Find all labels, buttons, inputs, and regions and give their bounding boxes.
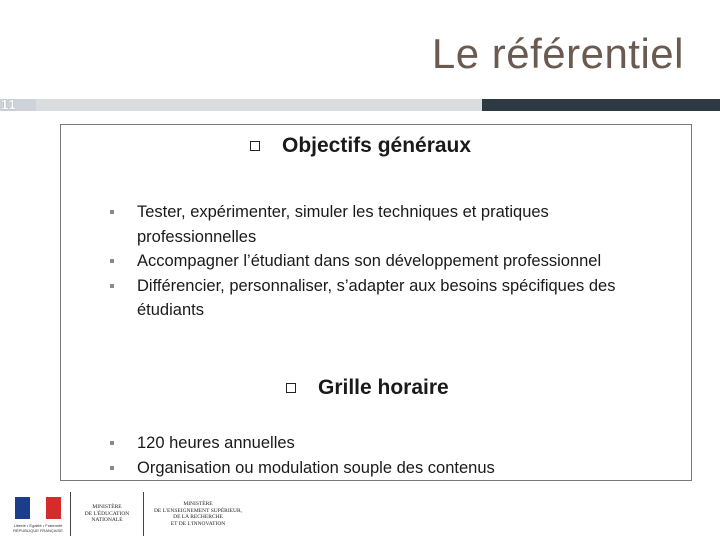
- ministry-education-text: MINISTÈRE DE L'ÉDUCATION NATIONALE: [84, 504, 130, 524]
- tricolor-flag-icon: [15, 497, 61, 519]
- header-bar: [0, 99, 720, 111]
- republique-francaise-logo: [6, 492, 71, 536]
- bullet-list-objectifs: [110, 200, 670, 323]
- flag-blue-band: [15, 497, 30, 519]
- list-item-text: Tester, expérimenter, simuler les techniques et pratiques professionnelles: [137, 203, 549, 246]
- square-bullet-icon: [286, 383, 296, 393]
- square-bullet-icon: [250, 141, 260, 151]
- marianne-icon: [12, 495, 64, 533]
- bullet-icon: [110, 210, 114, 214]
- list-item: [110, 431, 670, 456]
- flag-white-band: [30, 497, 45, 519]
- section-heading-text: Objectifs généraux: [282, 134, 472, 157]
- section-heading-objectifs: [250, 134, 471, 158]
- list-item-text: Accompagner l’étudiant dans son développement professionnel: [137, 252, 602, 270]
- bullet-icon: [110, 259, 114, 263]
- list-item-text: 120 heures annuelles: [137, 434, 295, 452]
- ministry-research-logo: [144, 492, 252, 536]
- header-bar-middle: [36, 99, 482, 111]
- list-item-text: Organisation ou modulation souple des contenus: [137, 458, 495, 477]
- flag-red-band: [46, 497, 61, 519]
- slide-title: Le référentiel: [431, 30, 684, 77]
- list-item: [110, 456, 670, 481]
- republic-motto: Liberté • Égalité • Fraternité RÉPUBLIQUE FRANÇAISE: [13, 523, 63, 533]
- bullet-list-grille: [110, 431, 670, 480]
- list-item: [110, 249, 670, 274]
- footer-logos: [6, 492, 252, 536]
- list-item: [110, 274, 670, 323]
- bullet-icon: [110, 466, 114, 470]
- bullet-icon: [110, 284, 114, 288]
- ministry-education-logo: [71, 492, 144, 536]
- bullet-icon: [110, 441, 114, 445]
- list-item: [110, 200, 670, 249]
- slide-number: 11: [1, 97, 17, 112]
- section-heading-grille: [286, 376, 449, 400]
- header-bar-right: [482, 99, 720, 111]
- section-heading-text: Grille horaire: [318, 376, 449, 399]
- list-item-text: Différencier, personnaliser, s’adapter aux besoins spécifiques des étudiants: [137, 276, 616, 319]
- ministry-research-text: MINISTÈRE DE L'ENSEIGNEMENT SUPÉRIEUR, DE LA RECHERCHE ET DE L'INNOVATION: [153, 501, 243, 527]
